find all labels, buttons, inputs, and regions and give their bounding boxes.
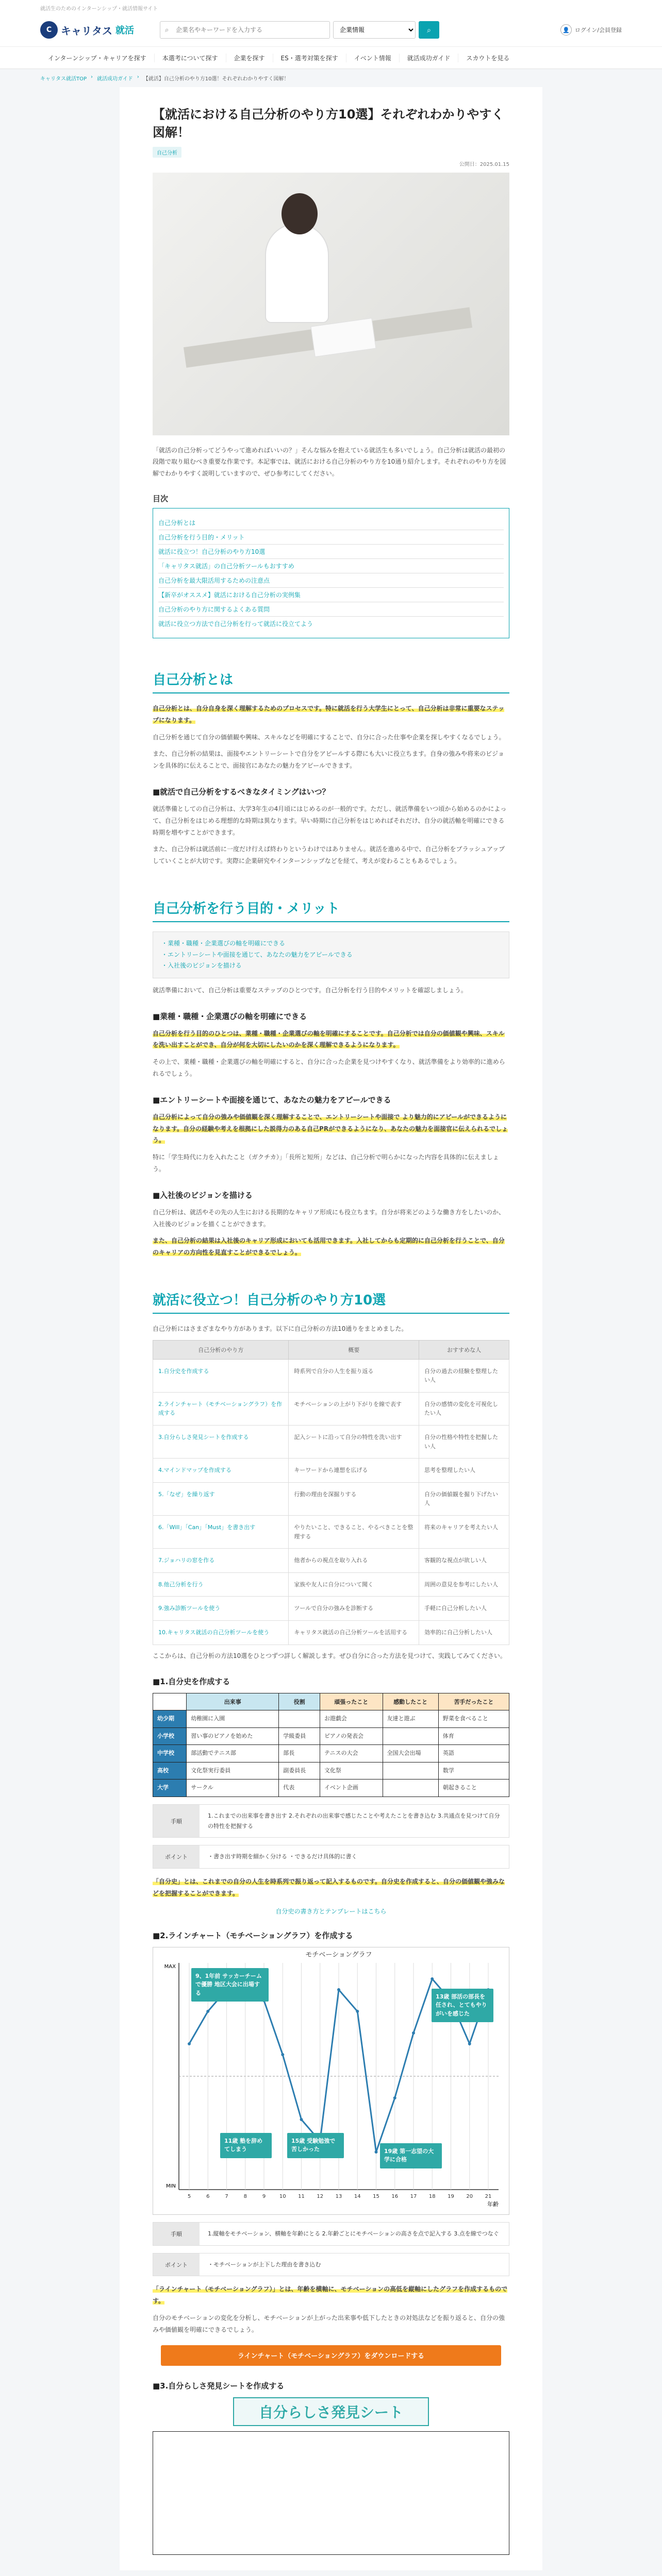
table-row	[153, 1516, 509, 1549]
article-tag[interactable]: 自己分析	[153, 147, 181, 158]
age-tick-label: 10	[279, 2193, 286, 2199]
method-link[interactable]: 9.強み診断ツールを使う	[153, 1597, 289, 1621]
subsection-heading: ■3.自分らしさ発見シートを作成する	[153, 2381, 285, 2391]
point-label: ポイント	[153, 2253, 200, 2276]
method-link[interactable]: 7.ジョハリの窓を作る	[153, 1549, 289, 1573]
breadcrumb-guide[interactable]: 就活成功ガイド	[97, 76, 133, 82]
age-tick-label: 15	[373, 2193, 379, 2199]
article-title: 【就活における自己分析のやり方10選】それぞれわかりやすく図解！	[153, 107, 504, 140]
subsection-heading: ■就活で自己分析をするべきなタイミングはいつ？	[153, 787, 330, 796]
table-cell: 大学	[153, 1780, 187, 1797]
table-row	[153, 1426, 509, 1459]
age-tick-label: 12	[317, 2193, 324, 2199]
table-cell: 自分の過去の経験を整理したい人	[419, 1359, 509, 1392]
table-row	[153, 1482, 509, 1515]
method-link[interactable]: 4.マインドマップを作成する	[153, 1459, 289, 1483]
table-row	[153, 1745, 509, 1762]
table-row	[153, 1359, 509, 1392]
main-nav	[0, 46, 662, 69]
paragraph: ここからは、自己分析の方法10選をひとつずつ詳しく解説します。ぜひ自分に合った方法を見つけて、実践してみてください。	[153, 1652, 506, 1659]
methods-table	[153, 1340, 509, 1645]
table-cell: 手軽に自己分析したい人	[419, 1597, 509, 1621]
section-heading: 就活に役立つ！自己分析のやり方10選	[153, 1290, 509, 1314]
toc-item[interactable]: 就活に役立つ方法で自己分析を行って就活に役立てよう	[158, 620, 313, 628]
table-cell: ピアノの発表会	[320, 1727, 383, 1745]
topbar: 就活生のためのインターンシップ・就活情報サイト	[0, 0, 662, 13]
age-tick-label: 21	[485, 2193, 492, 2199]
subsection-heading: ■業種・職種・企業選びの軸を明確にできる	[153, 1011, 307, 1021]
subsection-heading: ■2.ラインチャート（モチベーショングラフ）を作成する	[153, 1930, 353, 1940]
table-row	[153, 1710, 509, 1728]
table-cell: 友達と遊ぶ	[383, 1710, 438, 1728]
search-category-select[interactable]	[333, 21, 416, 39]
summary-box	[153, 931, 509, 978]
toc-item[interactable]: 自己分析のやり方に関するよくある質問	[158, 602, 504, 617]
age-tick-label: 19	[448, 2193, 454, 2199]
table-cell: サークル	[187, 1780, 279, 1797]
search-bar	[160, 21, 439, 39]
paragraph: 自分のモチベーションの変化を分析し、モチベーションが上がった出来事や低下したときの対処法などを振り返ると、自分の強みや価値観を明確にできるでしょう。	[153, 2314, 505, 2333]
table-cell: 学級委員	[279, 1727, 320, 1745]
table-cell: 効率的に自己分析したい人	[419, 1621, 509, 1645]
highlight-text: 自己分析とは、自分自身を深く理解するためのプロセスです。特に就活を行う大学生にとって、自己分析は非常に重要なステップになります。	[153, 704, 505, 724]
graph-note: 11歳 塾を辞めてしまう	[220, 2133, 272, 2158]
table-row	[153, 1459, 509, 1483]
table-cell: モチベーションの上がり下がりを線で表す	[289, 1392, 419, 1425]
table-cell: ツールで自分の強みを診断する	[289, 1597, 419, 1621]
subsection-heading: ■エントリーシートや面接を通じて、あなたの魅力をアピールできる	[153, 1095, 391, 1105]
table-cell: 文化祭	[320, 1762, 383, 1780]
site-header	[0, 13, 662, 46]
table-header: おすすめな人	[419, 1340, 509, 1359]
toc-item[interactable]: 【新卒がオススメ】就活における自己分析の実例集	[158, 588, 504, 602]
method-link[interactable]: 6.「Will」「Can」「Must」を書き出す	[153, 1516, 289, 1549]
table-cell: 文化祭実行委員	[187, 1762, 279, 1780]
table-cell	[279, 1710, 320, 1728]
nav-item-companies[interactable]: 企業を探す	[226, 54, 273, 62]
motivation-point	[412, 2031, 415, 2035]
point-text: ・モチベーションが上下した理由を書き込む	[208, 2261, 321, 2268]
table-cell: 記入シートに沿って自分の特性を洗い出す	[289, 1426, 419, 1459]
procedure-text: 1.縦軸をモチベーション、横軸を年齢にとる 2.年齢ごとにモチベーションの高さを点で記入する 3.点を線でつなぐ	[208, 2230, 499, 2237]
table-header: 出来事	[187, 1693, 279, 1710]
method-link[interactable]: 3.自分らしさ発見シートを作成する	[153, 1426, 289, 1459]
table-cell: やりたいこと、できること、やるべきことを整理する	[289, 1516, 419, 1549]
method-link[interactable]: 8.他己分析を行う	[153, 1572, 289, 1597]
paragraph: 自己分析を通じて自分の価値観や興味、スキルなどを明確にすることで、自分に合った仕事や企業を探しやすくなるでしょう。	[153, 733, 505, 741]
age-tick-label: 17	[410, 2193, 417, 2199]
motivation-point	[300, 2118, 303, 2121]
toc-item[interactable]: 自己分析とは	[158, 516, 504, 530]
point-box	[153, 1845, 509, 1869]
table-cell: イベント企画	[320, 1780, 383, 1797]
motivation-point	[375, 2150, 378, 2154]
user-icon: 👤	[560, 24, 572, 36]
paragraph	[153, 1876, 509, 1900]
y-max-label: MAX	[164, 1963, 176, 1970]
download-linechart-button[interactable]: ラインチャート（モチベーショングラフ）をダウンロードする	[161, 2345, 501, 2366]
breadcrumb-current: 【就活】自己分析のやり方10選！それぞれわかりやすく図解！	[143, 76, 289, 82]
table-row	[153, 1727, 509, 1745]
point-box	[153, 2253, 509, 2277]
toc-item[interactable]: 自己分析を行う目的・メリット	[158, 530, 504, 545]
search-input[interactable]	[160, 21, 330, 39]
table-cell: 高校	[153, 1762, 187, 1780]
table-header: 感動したこと	[383, 1693, 438, 1710]
motivation-point	[431, 1977, 434, 1980]
table-cell	[383, 1780, 438, 1797]
article	[120, 87, 542, 2570]
method-link[interactable]: 2.ラインチャート（モチベーショングラフ）を作成する	[153, 1392, 289, 1425]
paragraph: 自己分析にはさまざまなやり方があります。以下に自己分析の方法10通りをまとめました。	[153, 1325, 408, 1332]
motivation-point	[188, 2042, 191, 2045]
table-cell: 全国大会出場	[383, 1745, 438, 1762]
section-heading: 自己分析を行う目的・メリット	[153, 898, 509, 922]
table-cell: 自分の性格や特性を把握したい人	[419, 1426, 509, 1459]
age-tick-label: 13	[335, 2193, 342, 2199]
hero-image	[153, 173, 509, 435]
table-cell: 朝起きること	[438, 1780, 509, 1797]
highlight-text: 「ラインチャート（モチベーショングラフ）」とは、年齢を横軸に、モチベーションの高低を縦軸にしたグラフを作成するものです。	[153, 2285, 508, 2305]
method-link[interactable]: 1.自分史を作成する	[153, 1359, 289, 1392]
subsection-heading: ■入社後のビジョンを描ける	[153, 1190, 253, 1200]
login-label: ログイン/会員登録	[574, 27, 622, 33]
table-cell: 幼少期	[153, 1710, 187, 1728]
table-cell	[383, 1727, 438, 1745]
paragraph: また、自己分析の結果は、面接やエントリーシートで自分をアピールする際にも大いに役立ちます。自身の強みや将来のビジョンを具体的に伝えることで、面接官にあなたの魅力をアピールできます。	[153, 750, 504, 770]
highlight-text: 自己分析によって自分の強みや価値観を深く理解することで、エントリーシートや面接で より魅力的にアピールができるようになります。自分の経験や考えを根拠にした説得力のある自己PRができるようになり、あなたの魅力を面接官に伝えられるでしょう。	[153, 1113, 508, 1144]
table-cell: 部長	[279, 1745, 320, 1762]
nav-item-es[interactable]: ES・選考対策を探す	[273, 54, 346, 62]
summary-item[interactable]: ・エントリーシートや面接を通じて、あなたの魅力をアピールできる	[161, 951, 353, 958]
table-row	[153, 1621, 509, 1645]
motivation-point	[337, 1988, 340, 1991]
summary-item[interactable]: ・業種・職種・企業選びの軸を明確にできる	[161, 939, 286, 947]
nav-item-guide[interactable]: 就活成功ガイド	[400, 54, 459, 62]
sheet-table	[153, 2431, 509, 2555]
nav-item-scout[interactable]: スカウトを見る	[466, 54, 510, 62]
motivation-point	[281, 2053, 284, 2056]
age-tick-label: 11	[298, 2193, 305, 2199]
paragraph	[153, 703, 509, 726]
history-table	[153, 1693, 509, 1797]
search-icon: ⌕	[165, 26, 169, 34]
age-tick-label: 14	[354, 2193, 361, 2199]
procedure-label: 手順	[153, 2223, 200, 2245]
paragraph	[153, 1111, 509, 1146]
table-cell: 部活動でテニス部	[187, 1745, 279, 1762]
table-cell: 数学	[438, 1762, 509, 1780]
toc-item[interactable]: 「キャリタス就活」の自己分析ツールもおすすめ	[158, 559, 504, 573]
method-link[interactable]: 10.キャリタス就活の自己分析ツールを使う	[153, 1621, 289, 1645]
table-header	[153, 1693, 187, 1710]
age-tick-label: 7	[225, 2193, 228, 2199]
procedure-box	[153, 1804, 509, 1838]
paragraph: 特に「学生時代に力を入れたこと（ガクチカ）」「長所と短所」などは、自己分析で明らかになった内容を具体的に伝えましょう。	[153, 1154, 499, 1173]
toc-item[interactable]: 就活に役立つ！自己分析のやり方10選	[158, 545, 504, 559]
paragraph: 自己分析は、就活やその先の人生における長期的なキャリア形成にも役立ちます。自分が将来どのような働き方をしたいのか、入社後のビジョンを描くことができます。	[153, 1208, 505, 1228]
table-cell: 野菜を食べること	[438, 1710, 509, 1728]
age-tick-label: 5	[187, 2193, 191, 2199]
table-cell: 代表	[279, 1780, 320, 1797]
table-row	[153, 1572, 509, 1597]
subsection-heading: ■1.自分史を作成する	[153, 1677, 230, 1687]
history-template-link[interactable]: 自分史の書き方とテンプレートはこちら	[275, 1907, 387, 1915]
table-cell: 自分の感情の変化を可視化したい人	[419, 1392, 509, 1425]
login-link[interactable]	[560, 24, 622, 36]
x-axis-label: 年齢	[487, 2200, 499, 2208]
highlight-text: 「自分史」とは、これまでの自分の人生を時系列で振り返って記入するものです。自分史を作成すると、自分の価値観や強みなどを把握することができます。	[153, 1878, 505, 1897]
site-logo[interactable]	[40, 21, 134, 39]
nav-item-selection[interactable]: 本選考について探す	[155, 54, 226, 62]
logo-icon: C	[40, 21, 58, 39]
table-row	[153, 1392, 509, 1425]
table-cell: 将来のキャリアを考えたい人	[419, 1516, 509, 1549]
procedure-text: 1.これまでの出来事を書き出す 2.それぞれの出来事で感じたことや考えたことを書き込む 3.共通点を見つけて自分の特性を把握する	[208, 1812, 500, 1829]
table-cell: お遊戯会	[320, 1710, 383, 1728]
motivation-point	[393, 2096, 396, 2099]
sheet-title: 自分らしさ発見シート	[233, 2397, 429, 2426]
table-cell: 客観的な視点が欲しい人	[419, 1549, 509, 1573]
graph-note: 9、1年前 サッカーチームで優勝 地区大会に出場する	[191, 1968, 269, 2002]
motivation-graph	[153, 1947, 509, 2215]
graph-note: 19歳 第一志望の大学に合格	[380, 2143, 442, 2168]
table-cell: 行動の理由を深掘りする	[289, 1482, 419, 1515]
procedure-box	[153, 2222, 509, 2246]
breadcrumb: キャリタス就活TOP › 就活成功ガイド › 【就活】自己分析のやり方10選！それぞれわかりやすく図解！	[40, 74, 289, 82]
point-text: ・書き出す時期を細かく分ける ・できるだけ具体的に書く	[208, 1853, 357, 1860]
point-label: ポイント	[153, 1845, 200, 1868]
paragraph: その上で、業種・職種・企業選びの軸を明確にすると、自分に合った企業を見つけやすくなり、就活準備をより効率的に進められるでしょう。	[153, 1058, 505, 1077]
graph-note: 13歳 部活の部長を任され、とてもやりがいを感じた	[432, 1989, 493, 2023]
table-row	[153, 1597, 509, 1621]
nav-item-events[interactable]: イベント情報	[346, 54, 400, 62]
publish-date: 公開日：2025.01.15	[459, 161, 509, 167]
motivation-point	[356, 2010, 359, 2013]
table-cell	[383, 1762, 438, 1780]
search-button[interactable]: ⌕	[419, 21, 439, 39]
age-tick-label: 18	[428, 2193, 436, 2199]
summary-item[interactable]: ・入社後のビジョンを描ける	[161, 962, 242, 970]
motivation-point	[468, 2042, 471, 2045]
paragraph	[153, 2283, 509, 2307]
paragraph	[153, 1028, 509, 1052]
motivation-point	[206, 2010, 209, 2013]
table-header: 頑張ったこと	[320, 1693, 383, 1710]
table-row	[153, 1780, 509, 1797]
paragraph: 就活準備において、自己分析は重要なステップのひとつです。自己分析を行う目的やメリットを確認しましょう。	[153, 986, 467, 994]
table-header: 概要	[289, 1340, 419, 1359]
table-cell: 周囲の意見を参考にしたい人	[419, 1572, 509, 1597]
paragraph	[153, 1235, 509, 1259]
table-cell: 自分の価値観を掘り下げたい人	[419, 1482, 509, 1515]
section-heading: 自己分析とは	[153, 669, 509, 693]
logo-sub-text: 就活	[115, 25, 134, 36]
table-cell: 時系列で自分の人生を振り返る	[289, 1359, 419, 1392]
intro-text: 「就活の自己分析ってどうやって進めればいいの？」そんな悩みを抱えている就活生も多いでしょう。自己分析は就活の最初の段階で取り組むべき重要な作業です。本記事では、就活における自己分析のやり方を10通り紹介します。それぞれのやり方を図解でわかりやすく説明していますので、ぜひ参考にしてください。	[153, 446, 506, 478]
table-cell: 中学校	[153, 1745, 187, 1762]
logo-main-text: キャリタス	[61, 24, 112, 37]
highlight-text: 自己分析を行う目的のひとつは、業種・職種・企業選びの軸を明確にすることです。自己分析では自分の価値観や興味、スキルを洗い出すことができ、自分が何を大切にしたいのかを深く理解できるようになります。	[153, 1029, 505, 1049]
table-row	[153, 1762, 509, 1780]
age-tick-label: 20	[466, 2193, 473, 2199]
table-header: 役割	[279, 1693, 320, 1710]
paragraph: 就活準備としての自己分析は、大学3年生の4月頃にはじめるのが一般的です。ただし、就活準備をいつ頃から始めるのかによって、自己分析をはじめる理想的な時期は異なります。早い時期に自己分析をはじめればそれだけ、自分の就活軸を明確にできる時期を増やすことができます。	[153, 805, 507, 836]
paragraph: また、自己分析は就活前に一度だけ行えば終わりというわけではありません。就活を進める中で、自己分析をブラッシュアップしていくことが大切です。実際に企業研究やインターンシップなどを経て、考えが変わることもあるでしょう。	[153, 845, 505, 865]
table-header: 自己分析のやり方	[153, 1340, 289, 1359]
table-cell: 他者からの視点を取り入れる	[289, 1549, 419, 1573]
age-tick-label: 8	[243, 2193, 247, 2199]
method-link[interactable]: 5.「なぜ」を繰り返す	[153, 1482, 289, 1515]
toc-item[interactable]: 自己分析を最大限活用するための注意点	[158, 573, 504, 588]
toc-title: 目次	[153, 494, 169, 503]
age-tick-label: 9	[262, 2193, 266, 2199]
graph-note: 15歳 受験勉強で苦しかった	[287, 2133, 344, 2158]
y-min-label: MIN	[166, 2183, 176, 2189]
table-cell: キャリタス就活の自己分析ツールを活用する	[289, 1621, 419, 1645]
table-of-contents	[153, 508, 509, 638]
age-tick-label: 6	[206, 2193, 210, 2199]
procedure-label: 手順	[153, 1805, 200, 1838]
table-cell: 副委員長	[279, 1762, 320, 1780]
table-cell: 小学校	[153, 1727, 187, 1745]
table-cell: テニスの大会	[320, 1745, 383, 1762]
table-cell: 英語	[438, 1745, 509, 1762]
table-cell: 家族や友人に自分について聞く	[289, 1572, 419, 1597]
breadcrumb-top[interactable]: キャリタス就活TOP	[40, 76, 87, 82]
table-cell: 習い事のピアノを始めた	[187, 1727, 279, 1745]
table-header: 苦手だったこと	[438, 1693, 509, 1710]
table-row	[153, 1549, 509, 1573]
table-cell: 幼稚園に入園	[187, 1710, 279, 1728]
nav-item-internship[interactable]: インターンシップ・キャリアを探す	[40, 54, 155, 62]
age-tick-label: 16	[391, 2193, 399, 2199]
graph-title: モチベーショングラフ	[305, 1951, 372, 1959]
table-cell: キーワードから連想を広げる	[289, 1459, 419, 1483]
highlight-text: また、自己分析の結果は入社後のキャリア形成においても活用できます。入社してからも定期的に自己分析を行うことで、自分のキャリアの方向性を見直すことができるでしょう。	[153, 1237, 505, 1257]
table-cell: 思考を整理したい人	[419, 1459, 509, 1483]
table-cell: 体育	[438, 1727, 509, 1745]
